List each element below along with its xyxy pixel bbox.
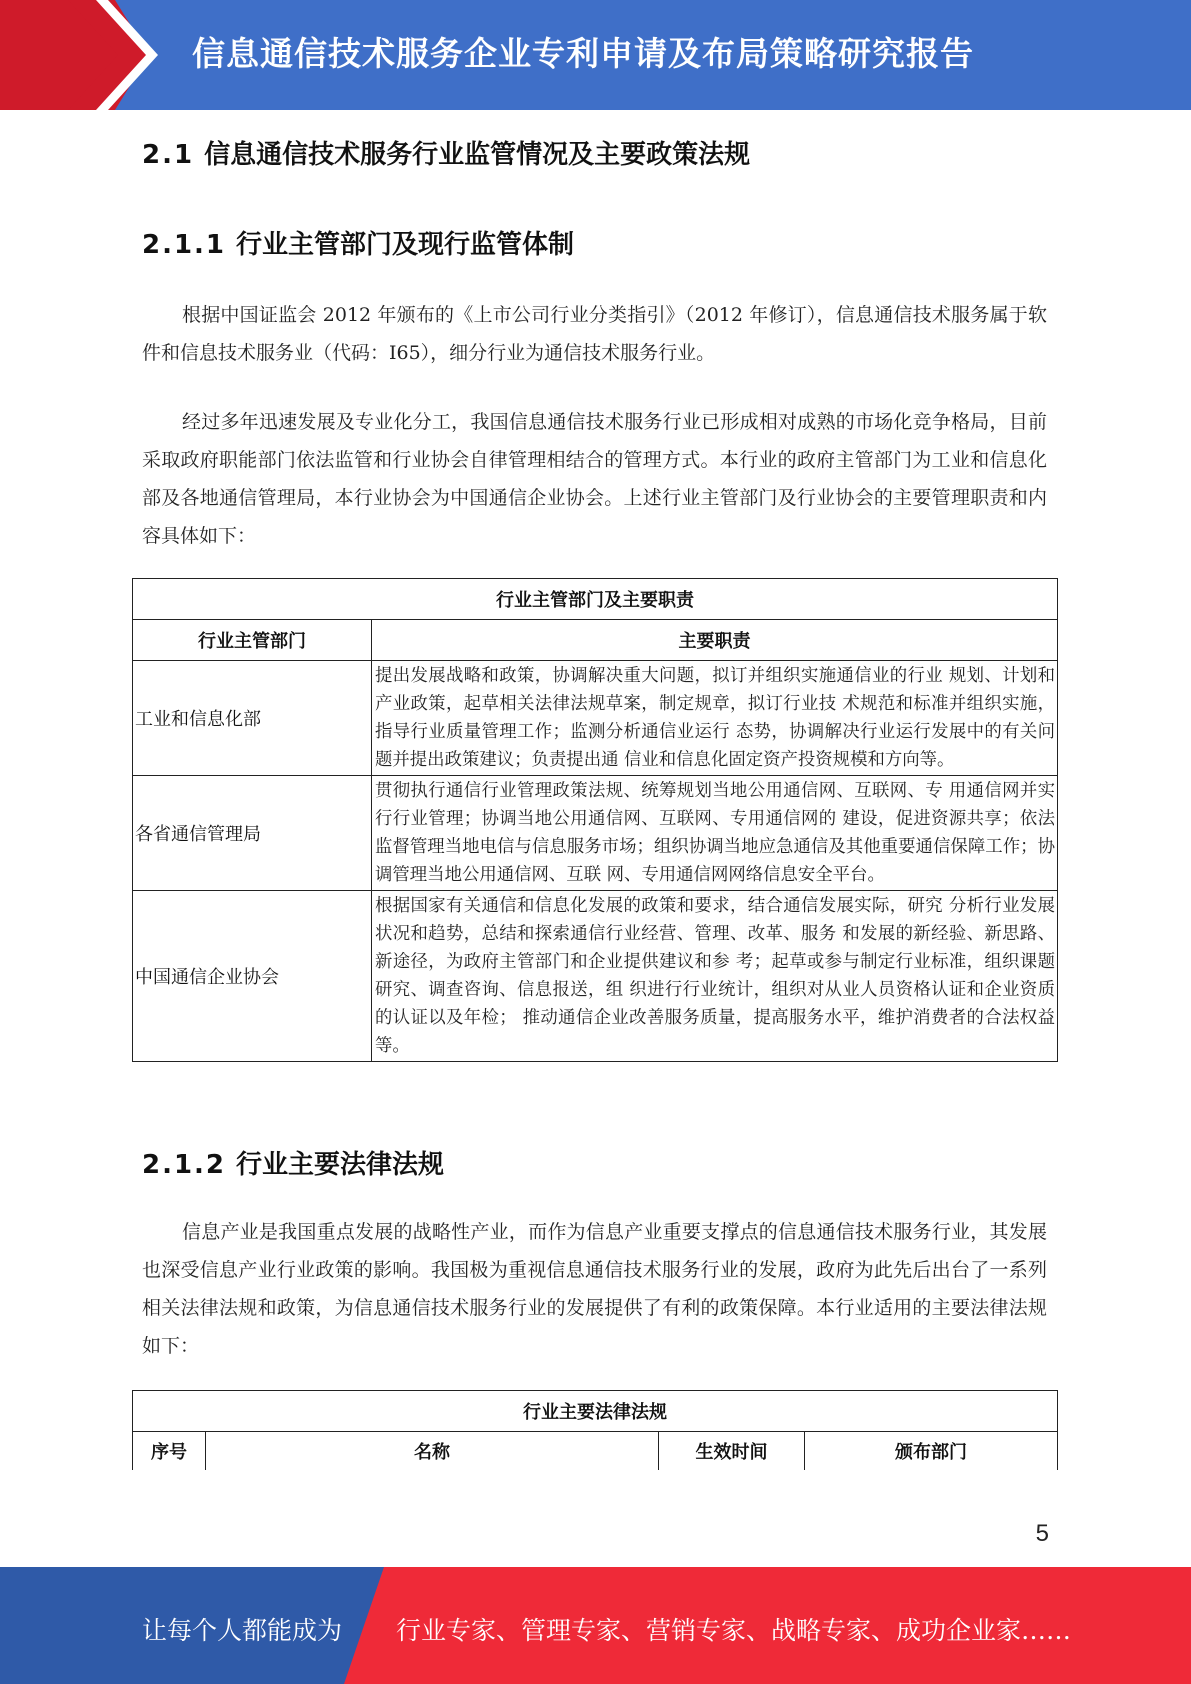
- paragraph: 根据中国证监会 2012 年颁布的《上市公司行业分类指引》（2012 年修订），信息通信技术服务属于软件和信息技术服务业（代码：I65），细分行业为通信技术服务行业。: [142, 304, 1048, 364]
- paragraph: 经过多年迅速发展及专业化分工，我国信息通信技术服务行业已形成相对成熟的市场化竞争格局，目前采取政府职能部门依法监管和行业协会自律管理相结合的管理方式。本行业的政府主管部门为工业和信息化部及各地通信管理局，本行业协会为中国通信企业协会。上述行业主管部门及行业协会的主要管理职责和内容具体如下：: [142, 411, 1047, 547]
- subsection-2-title: 行业主要法律法规: [236, 1150, 445, 1180]
- paragraph: 信息产业是我国重点发展的战略性产业，而作为信息产业重要支撑点的信息通信技术服务行业，其发展也深受信息产业行业政策的影响。我国极为重视信息通信技术服务行业的发展，政府为此先后出台了一系列相关法律法规和政策，为信息通信技术服务行业的发展提供了有利的政策保障。本行业适用的主要法律法规如下：: [142, 1221, 1047, 1357]
- subsection-1-number: 2.1.1: [142, 230, 227, 260]
- footer-banner: [0, 1567, 1191, 1684]
- subsection-2-number: 2.1.2: [142, 1150, 227, 1180]
- subsection-1-title: 行业主管部门及现行监管体制: [236, 230, 575, 260]
- page-number: 5: [1035, 1520, 1049, 1547]
- subsection-1-heading: [142, 224, 574, 261]
- table-header-index: 序号: [133, 1432, 206, 1471]
- table-caption: 行业主要法律法规: [133, 1391, 1058, 1432]
- table-row: [133, 776, 1058, 891]
- table-cell-dept: 中国通信企业协会: [133, 891, 372, 1062]
- header-chevron-icon: [60, 0, 170, 110]
- header-banner: [0, 0, 1191, 110]
- table-header-name: 名称: [206, 1432, 659, 1471]
- table-cell-duty: 根据国家有关通信和信息化发展的政策和要求，结合通信发展实际，研究 分析行业发展状况和趋势，总结和探索通信行业经营、管理、改革、服务 和发展的新经验、新思路、新途径，为政府主管部门和企业提供建议和参 考；起草或参与制定行业标准，组织课题研究、调查咨询、信息报送，组 织进行行业统计，组织对从业人员资格认证和企业资质的认证以及年检； 推动通信企业改善服务质量，提高服务水平，维护消费者的合法权益等。: [372, 891, 1058, 1062]
- table-cell-duty: 提出发展战略和政策，协调解决重大问题，拟订并组织实施通信业的行业 规划、计划和产业政策，起草相关法律法规草案，制定规章，拟订行业技 术规范和标准并组织实施，指导行业质量管理工作；监测分析通信业运行 态势，协调解决行业运行发展中的有关问题并提出政策建议；负责提出通 信业和信息化固定资产投资规模和方向等。: [372, 661, 1058, 776]
- table-header-dept: 行业主管部门: [133, 620, 372, 661]
- table-row: [133, 661, 1058, 776]
- table-caption: 行业主管部门及主要职责: [133, 579, 1058, 620]
- table-header-issuer: 颁布部门: [805, 1432, 1058, 1471]
- section-title: 信息通信技术服务行业监管情况及主要政策法规: [204, 140, 751, 170]
- subsection-2-heading: [142, 1144, 444, 1181]
- section-number: 2.1: [142, 140, 195, 170]
- table-header-duty: 主要职责: [372, 620, 1058, 661]
- table-header-date: 生效时间: [659, 1432, 805, 1471]
- table-cell-duty: 贯彻执行通信行业管理政策法规、统筹规划当地公用通信网、互联网、专 用通信网并实行行业管理；协调当地公用通信网、互联网、专用通信网的 建设，促进资源共享；依法监督管理当地电信与信息服务市场；组织协调当地应急通信及其他重要通信保障工作；协调管理当地公用通信网、互联 网、专用通信网网络信息安全平台。: [372, 776, 1058, 891]
- section-heading: [142, 134, 750, 171]
- table-cell-dept: 各省通信管理局: [133, 776, 372, 891]
- table-row: [133, 891, 1058, 1062]
- departments-table: [132, 578, 1058, 1062]
- footer-slogan-left: 让每个人都能成为: [142, 1616, 343, 1645]
- report-title: 信息通信技术服务企业专利申请及布局策略研究报告: [192, 34, 974, 73]
- footer-slogan-right: 行业专家、管理专家、营销专家、战略专家、成功企业家……: [396, 1616, 1072, 1645]
- laws-table: [132, 1390, 1058, 1470]
- table-cell-dept: 工业和信息化部: [133, 661, 372, 776]
